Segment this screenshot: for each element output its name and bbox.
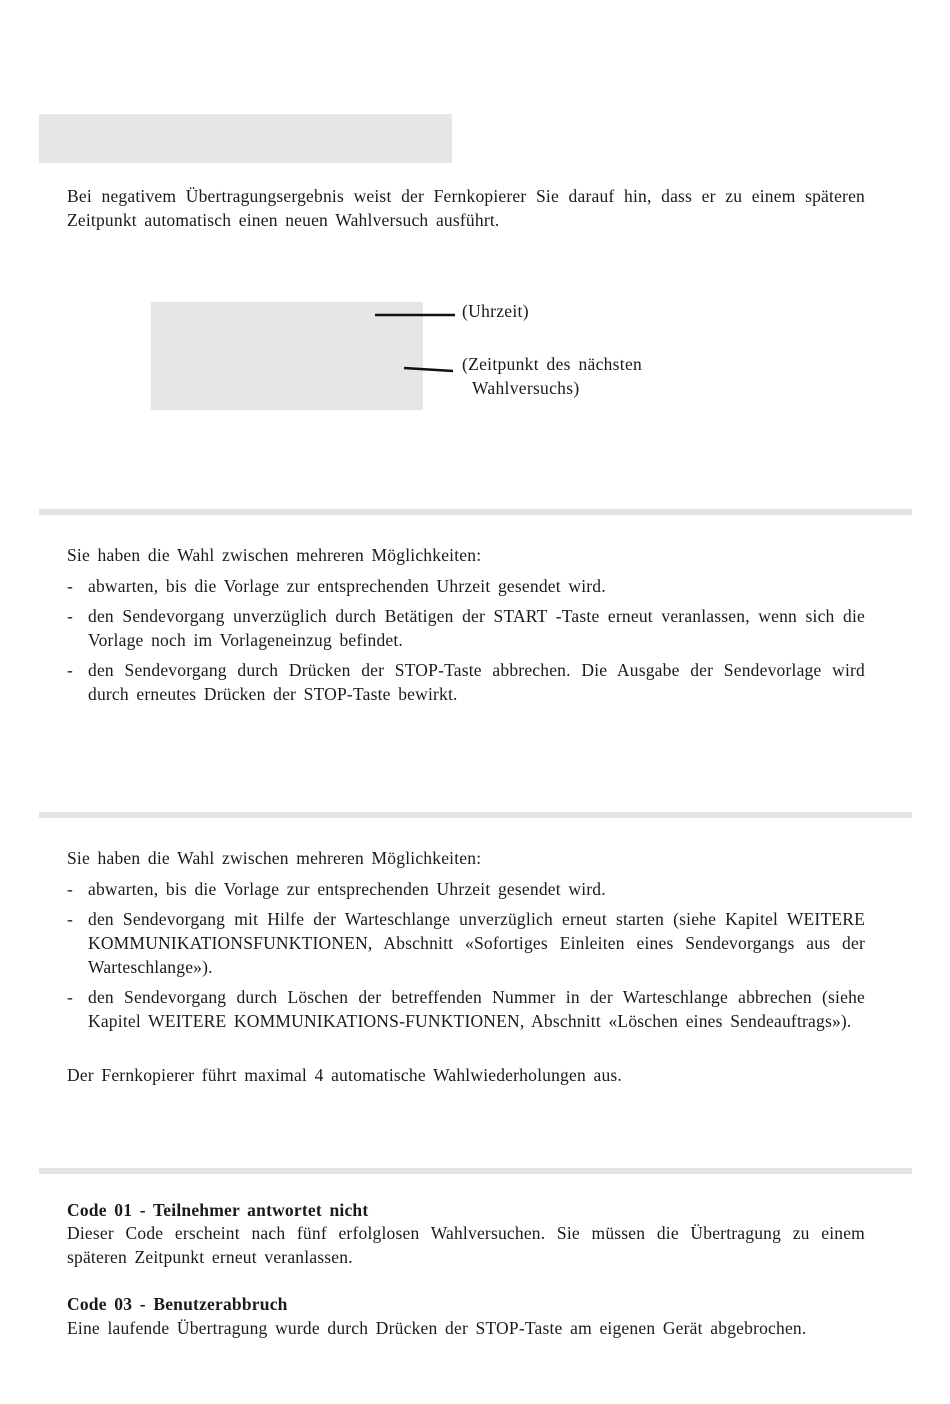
list-item-text: den Sendevorgang unverzüglich durch Betätigen der START -Taste erneut veranlassen, wenn sich die Vorlage noch im Vorlageneinzug befindet. — [88, 606, 865, 650]
intro-paragraph: Bei negativem Übertragungsergebnis weist der Fernkopierer Sie darauf hin, dass er zu einem späteren Zeitpunkt automatisch einen neuen Wahlversuch ausführt. — [67, 186, 865, 230]
section2-lead: Sie haben die Wahl zwischen mehreren Möglichkeiten: — [67, 848, 482, 868]
section-heading-bar — [39, 114, 452, 163]
list-item — [67, 658, 865, 706]
section-divider — [39, 812, 912, 818]
list-item — [67, 877, 865, 901]
bullet-dash: - — [67, 660, 74, 680]
bullet-dash: - — [67, 987, 74, 1007]
list-item-text: den Sendevorgang durch Drücken der STOP-Taste abbrechen. Die Ausgabe der Sendevorlage wird durch erneutes Drücken der STOP-Taste bewirkt. — [88, 660, 865, 704]
code-description: Dieser Code erscheint nach fünf erfolglosen Wahlversuchen. Sie müssen die Übertragung zu einem späteren Zeitpunkt erneut veranlassen. — [67, 1223, 865, 1267]
code-heading: Code 01 - Teilnehmer antwortet nicht — [67, 1200, 369, 1220]
next-attempt-label-line2: Wahlversuchs) — [472, 378, 580, 398]
bullet-dash: - — [67, 879, 74, 899]
display-screen — [151, 302, 423, 410]
list-item — [67, 985, 865, 1033]
section-divider — [39, 1168, 912, 1174]
list-item-text: abwarten, bis die Vorlage zur entsprechenden Uhrzeit gesendet wird. — [88, 879, 606, 899]
list-item-text: den Sendevorgang mit Hilfe der Warteschlange unverzüglich erneut starten (siehe Kapitel WEITERE KOMMUNIKATIONSFUNKTIONEN, Abschnitt «Sofortiges Einleiten eines Sendevorgangs aus der Warteschlange»). — [88, 909, 865, 977]
list-item — [67, 907, 865, 979]
bullet-dash: - — [67, 576, 74, 596]
list-item-text: den Sendevorgang durch Löschen der betreffenden Nummer in der Warteschlange abbrechen (siehe Kapitel WEITERE KOMMUNIKATIONS-FUNKTIONEN, Abschnitt «Löschen eines Sendeauftrags»). — [88, 987, 865, 1031]
bullet-dash: - — [67, 606, 74, 626]
section1-lead: Sie haben die Wahl zwischen mehreren Möglichkeiten: — [67, 545, 482, 565]
code-heading: Code 03 - Benutzerabbruch — [67, 1294, 288, 1314]
code-description: Eine laufende Übertragung wurde durch Drücken der STOP-Taste am eigenen Gerät abgebrochen. — [67, 1318, 807, 1338]
next-attempt-label-line1: (Zeitpunkt des nächsten — [462, 354, 643, 374]
section1-options-list — [67, 574, 865, 712]
section2-options-list — [67, 877, 865, 1039]
section-divider — [39, 509, 912, 515]
list-item-text: abwarten, bis die Vorlage zur entsprechenden Uhrzeit gesendet wird. — [88, 576, 606, 596]
bullet-dash: - — [67, 909, 74, 929]
list-item — [67, 604, 865, 652]
time-label: (Uhrzeit) — [462, 301, 529, 321]
list-item — [67, 574, 865, 598]
section2-footer: Der Fernkopierer führt maximal 4 automatische Wahlwiederholungen aus. — [67, 1065, 622, 1085]
